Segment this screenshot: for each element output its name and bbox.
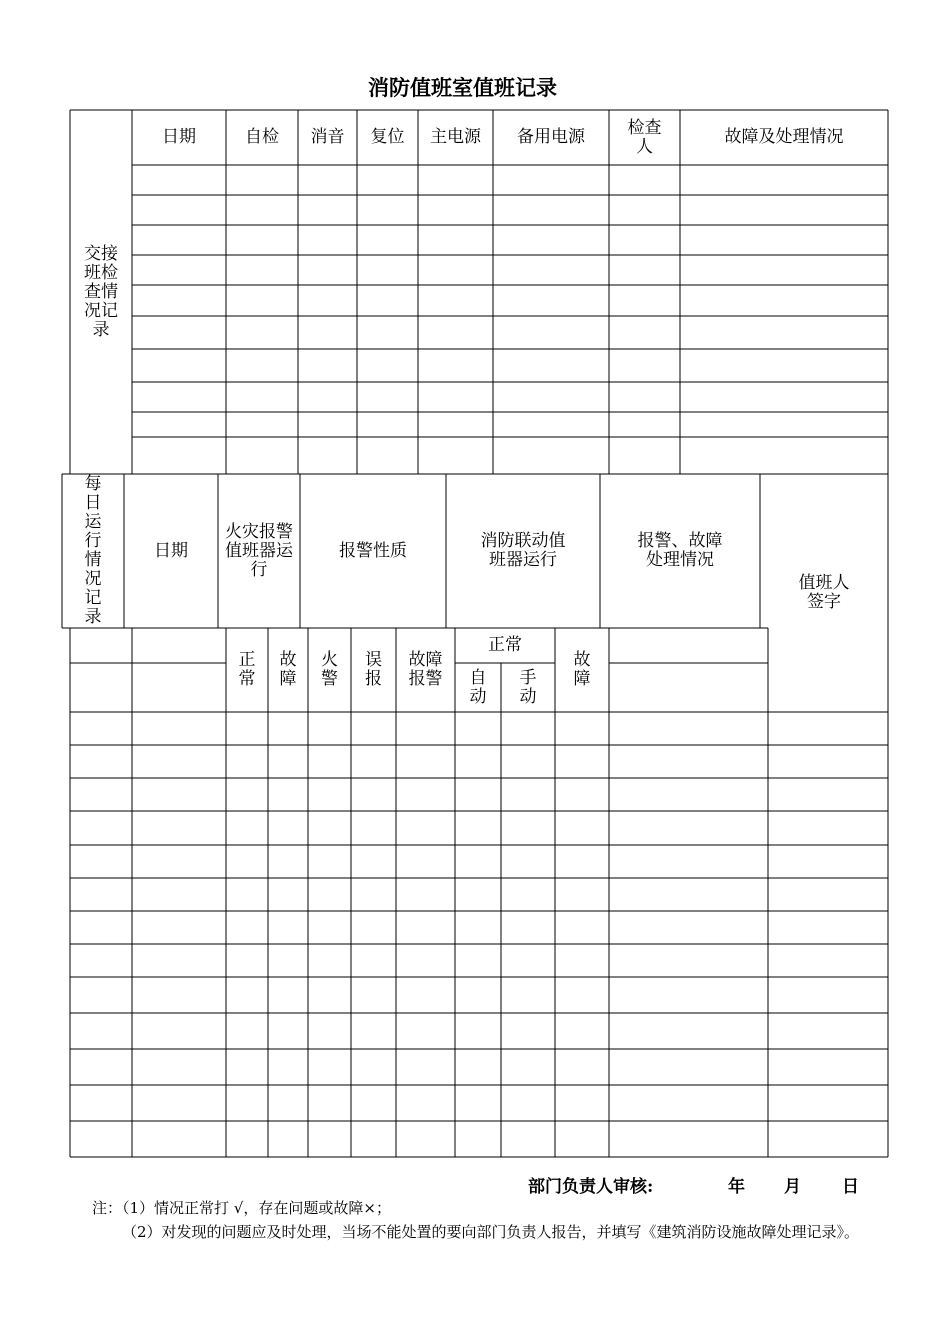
subheader-linkage-normal: 正常 xyxy=(488,635,522,655)
subheader-false-alarm: 误报 xyxy=(365,650,382,689)
header-duty-signature: 值班人签字 xyxy=(798,573,850,612)
header-self-check: 自检 xyxy=(245,127,279,147)
subheader-linkage-fault: 故障 xyxy=(573,650,591,689)
department-review-label: 部门负责人审核: xyxy=(528,1177,654,1197)
header-alarm-fault-handling: 报警、故障处理情况 xyxy=(637,531,723,570)
header-alarm-nature: 报警性质 xyxy=(339,540,407,561)
header-inspector: 检查人 xyxy=(627,117,662,157)
header-daily-date: 日期 xyxy=(154,540,188,561)
subheader-auto: 自动 xyxy=(469,667,487,707)
header-linkage-controller: 消防联动值班器运行 xyxy=(480,531,566,570)
subheader-manual: 手动 xyxy=(519,667,537,707)
note-line-1: 注：（1）情况正常打 √，存在问题或故障×； xyxy=(92,1199,391,1217)
subheader-fire: 火警 xyxy=(321,650,338,689)
section1-side-label: 交接班检查情况记录 xyxy=(84,243,118,340)
review-year: 年 xyxy=(728,1177,745,1197)
header-backup-power: 备用电源 xyxy=(517,127,585,147)
note-line-2: （2）对发现的问题应及时处理，当场不能处置的要向部门负责人报告，并填写《建筑消防设施故障处理记录》。 xyxy=(122,1223,860,1241)
header-silence: 消音 xyxy=(310,127,345,147)
review-month: 月 xyxy=(784,1177,801,1197)
header-fault-handling: 故障及处理情况 xyxy=(724,127,844,147)
header-fire-alarm-controller: 火灾报警值班器运行 xyxy=(225,521,293,580)
subheader-normal: 正常 xyxy=(238,650,256,689)
section2-side-label: 每日运行情况记录 xyxy=(84,474,102,627)
subheader-fault: 故障 xyxy=(279,650,297,689)
subheader-fault-alarm: 故障报警 xyxy=(408,650,443,689)
header-main-power: 主电源 xyxy=(430,127,481,147)
review-day: 日 xyxy=(842,1177,859,1197)
header-reset: 复位 xyxy=(370,127,405,147)
page-title: 消防值班室值班记录 xyxy=(368,75,557,100)
header-date: 日期 xyxy=(162,127,196,147)
